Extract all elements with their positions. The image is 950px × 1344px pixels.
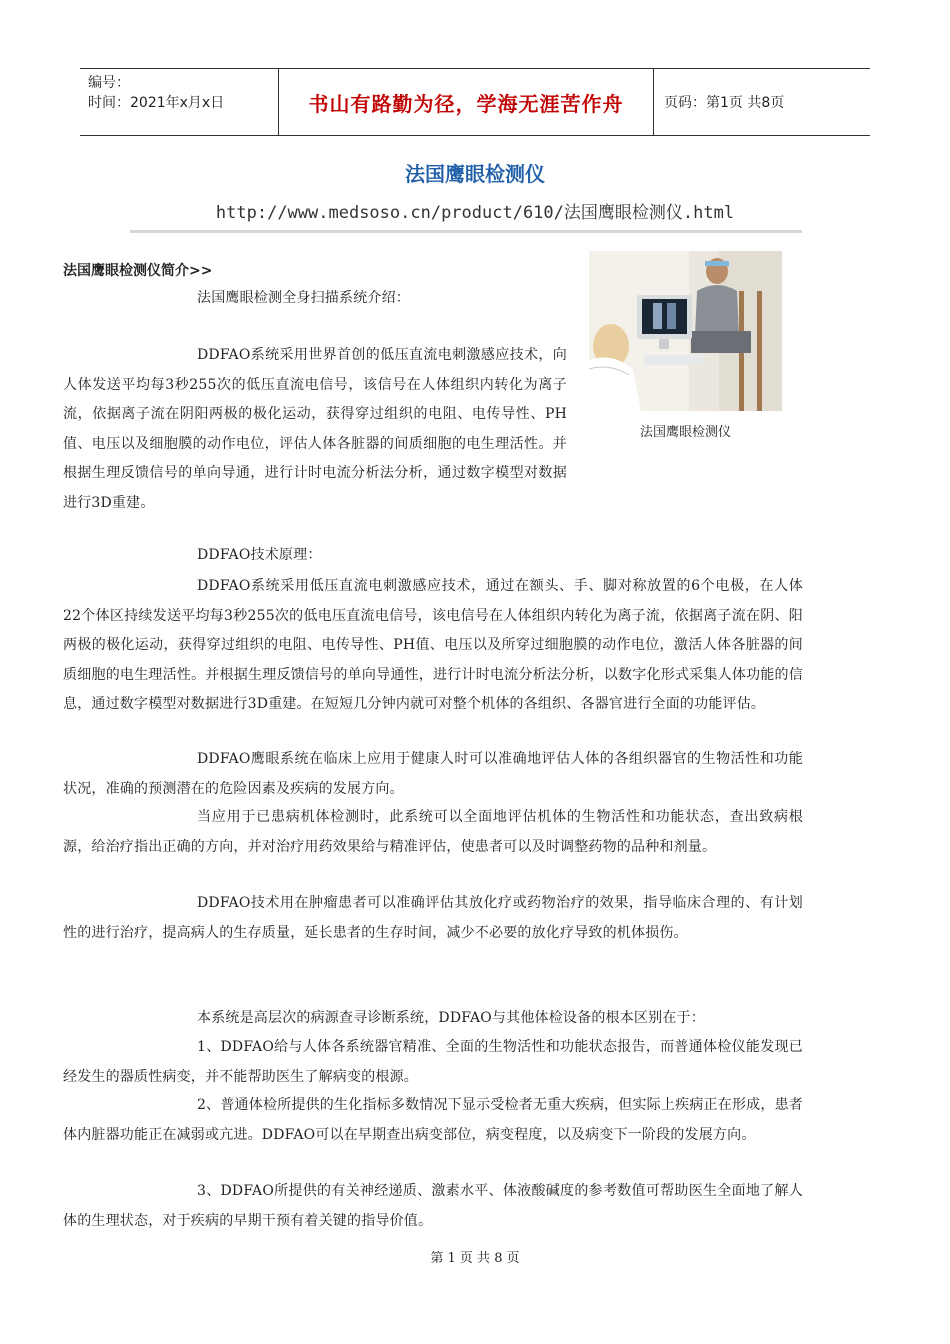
document-number-label: 编号： xyxy=(88,75,130,91)
source-url[interactable]: http://www.medsoso.cn/product/610/法国鹰眼检测仪.html xyxy=(215,203,735,223)
product-figure xyxy=(589,251,782,440)
page-footer: 第 1 页 共 8 页 xyxy=(430,1251,520,1266)
header-page-code: 页码：第1页 共8页 xyxy=(664,95,785,111)
title-divider xyxy=(130,230,802,233)
paragraph: 1、DDFAO给与人体各系统器官精准、全面的生物活性和功能状态报告，而普通体检仪能发现已经发生的器质性病变，并不能帮助医生了解病变的根源。 xyxy=(63,1039,803,1085)
product-photo-image xyxy=(589,251,782,411)
paragraph: 本系统是高层次的病源查寻诊断系统，DDFAO与其他体检设备的根本区别在于： xyxy=(197,1010,705,1026)
paragraph: 当应用于已患病机体检测时，此系统可以全面地评估机体的生物活性和功能状态，查出致病根源，给治疗指出正确的方向，并对治疗用药效果给与精准评估，使患者可以及时调整药物的品种和剂量。 xyxy=(63,809,803,855)
document-time: 时间：2021年x月x日 xyxy=(88,95,225,111)
paragraph: DDFAO技术用在肿瘤患者可以准确评估其放化疗或药物治疗的效果，指导临床合理的、有计划性的进行治疗，提高病人的生存质量，延长患者的生存时间，减少不必要的放化疗导致的机体损伤。 xyxy=(63,895,803,941)
paragraph: DDFAO系统采用低压直流电刺激感应技术，通过在额头、手、脚对称放置的6个电极，在人体22个体区持续发送平均每3秒255次的低电压直流电信号，该电信号在人体组织内转化为离子流，依据离子流在阴、阳两极的极化运动，获得穿过组织的电阻、电传导性、PH值、电压以及所穿过细胞膜的动作电位，激活人体各脏器的间质细胞的电生理活性。并根据生理反馈信号的单向导通性，进行计时电流分析法分析，以数字化形式采集人体功能的信息，通过数字模型对数据进行3D重建。在短短几分钟内就可对整个机体的各组织、各器官进行全面的功能评估。 xyxy=(63,578,803,712)
page-header xyxy=(80,68,870,136)
paragraph: DDFAO系统采用世界首创的低压直流电刺激感应技术，向人体发送平均每3秒255次的低压直流电信号，该信号在人体组织内转化为离子流，依据离子流在阴阳两极的极化运动，获得穿过组织的电阻、电传导性、PH值、电压以及细胞膜的动作电位，评估人体各脏器的间质细胞的电生理活性。并根据生理反馈信号的单向导通，进行计时电流分析法分析，通过数字模型对数据进行3D重建。 xyxy=(63,347,567,511)
paragraph: 法国鹰眼检测全身扫描系统介绍： xyxy=(197,290,410,306)
figure-caption: 法国鹰眼检测仪 xyxy=(639,425,731,440)
intro-heading: 法国鹰眼检测仪简介>> xyxy=(63,263,213,279)
paragraph: DDFAO鹰眼系统在临床上应用于健康人时可以准确地评估人体的各组织器官的生物活性和功能状况，准确的预测潜在的危险因素及疾病的发展方向。 xyxy=(63,751,803,797)
document-title: 法国鹰眼检测仪 xyxy=(405,162,545,186)
paragraph: 2、普通体检所提供的生化指标多数情况下显示受检者无重大疾病，但实际上疾病正在形成，患者体内脏器功能正在减弱或亢进。DDFAO可以在早期查出病变部位，病变程度，以及病变下一阶段的发展方向。 xyxy=(63,1097,803,1143)
header-motto: 书山有路勤为径，学海无涯苦作舟 xyxy=(278,69,654,135)
paragraph: 3、DDFAO所提供的有关神经递质、激素水平、体液酸碱度的参考数值可帮助医生全面地了解人体的生理状态，对于疾病的早期干预有着关键的指导价值。 xyxy=(63,1183,803,1229)
paragraph: DDFAO技术原理： xyxy=(197,547,322,563)
header-meta xyxy=(80,69,278,135)
